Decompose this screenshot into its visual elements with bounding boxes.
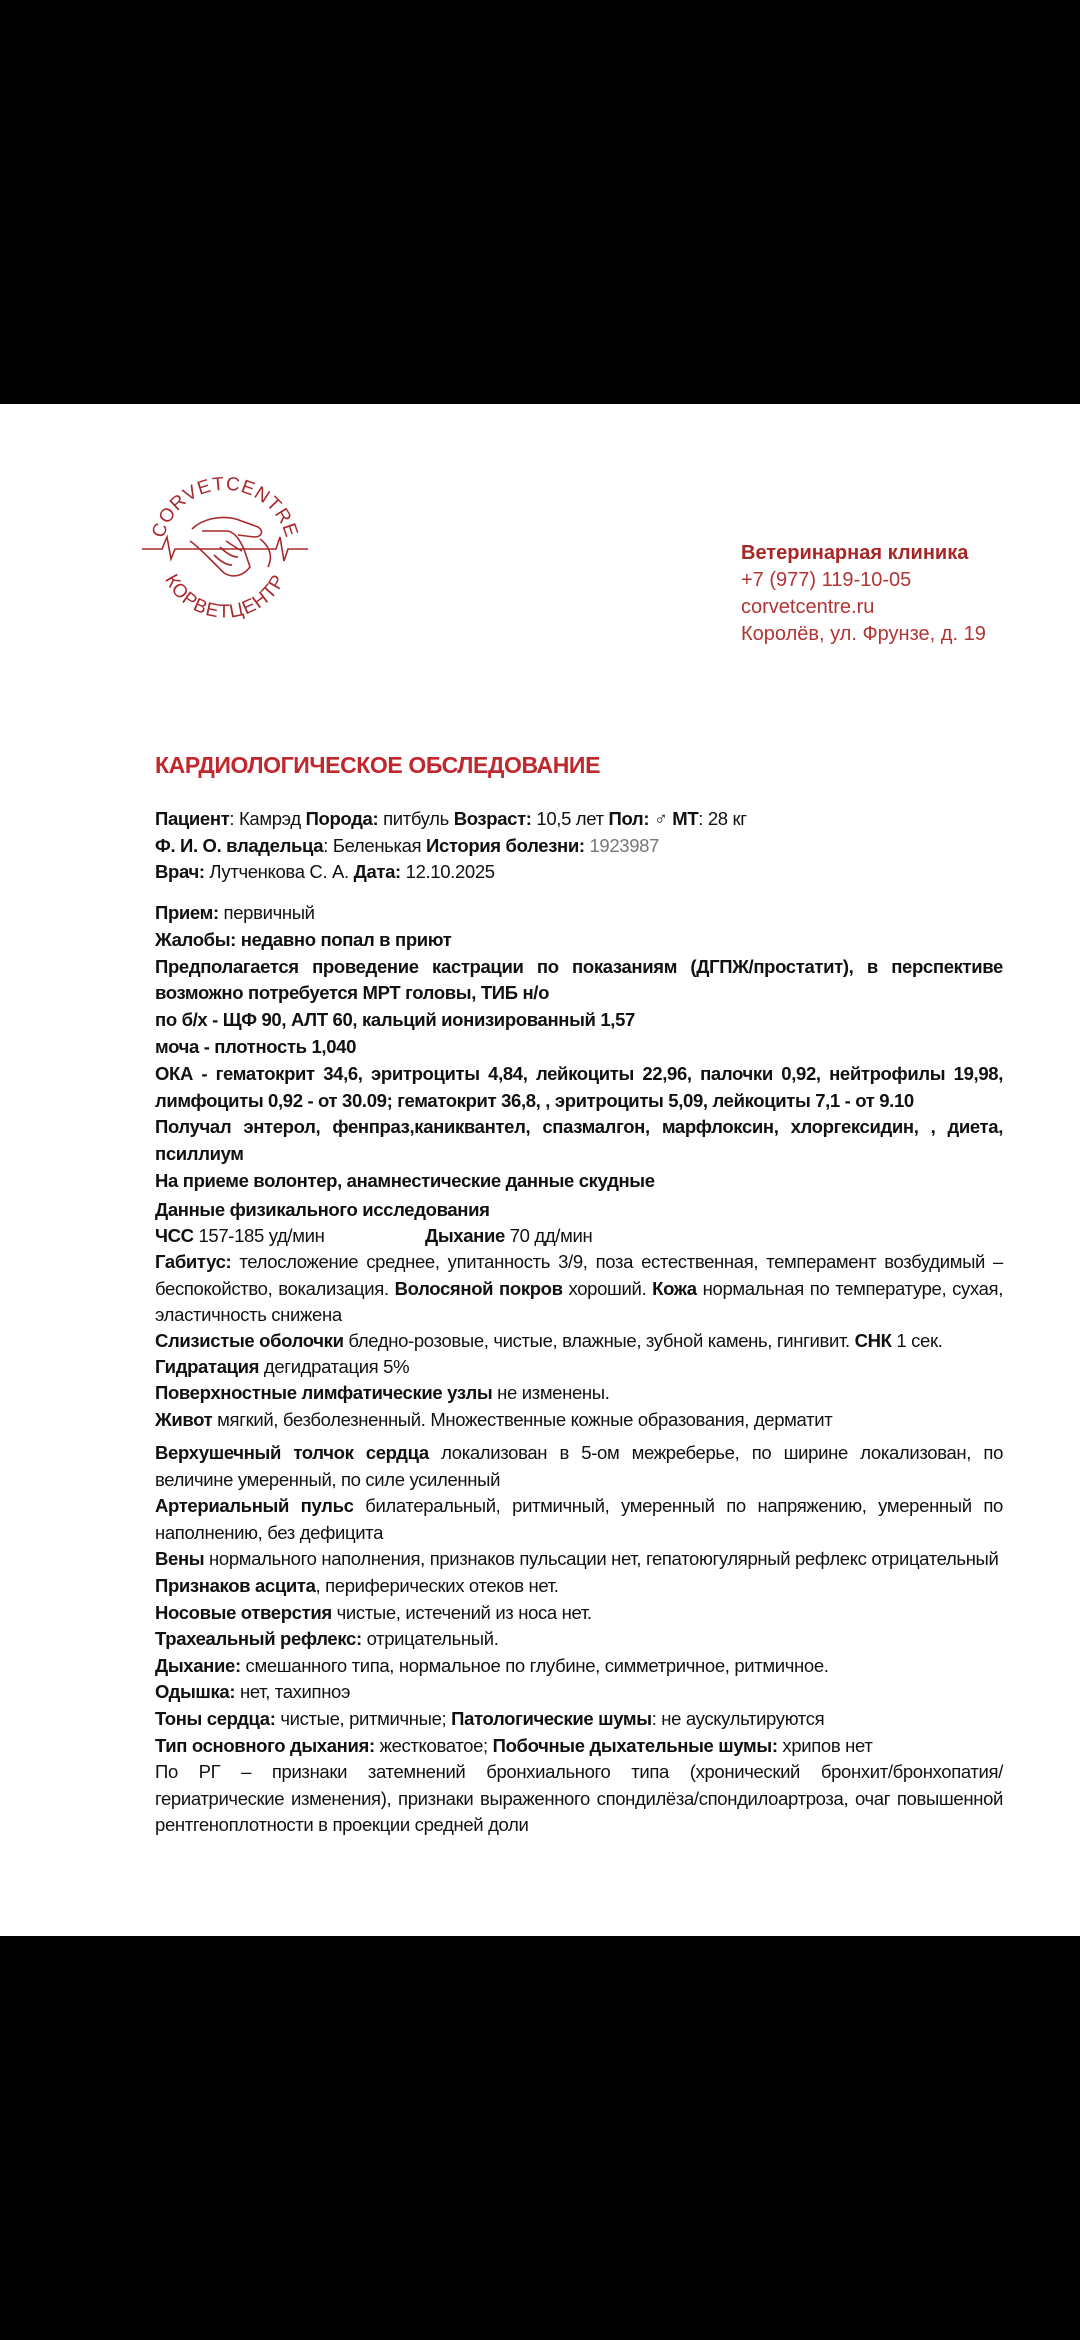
- clinic-title: Ветеринарная клиника: [741, 542, 969, 564]
- field-label: Волосяной покров: [394, 1277, 563, 1299]
- field-value: По РГ – признаки затемнений бронхиального типа (хронический бронхит/бронхопатия/гериатрические изменения), признаки выраженного спондилёза/спондилоартроза, очаг повышенной рентгеноплотности в проекции средней доли: [155, 1761, 1003, 1836]
- logo-bottom-text: КОРВЕТЦЕНТР: [160, 570, 290, 623]
- field-label: Верхушечный толчок сердца: [155, 1442, 429, 1463]
- field-value: : не аускультируются: [651, 1707, 825, 1729]
- field-label: Тоны сердца:: [155, 1707, 276, 1729]
- field-label: Дыхание:: [155, 1654, 241, 1676]
- field-label: Одышка:: [155, 1681, 236, 1703]
- text-line: [155, 833, 1003, 860]
- text-line: [155, 1759, 1003, 1839]
- field-value: чистые, ритмичные;: [275, 1707, 452, 1729]
- logo-top-text: CORVETCENTRE: [148, 473, 302, 541]
- field-value: Лутченкова С. А.: [204, 861, 354, 882]
- field-value: хрипов нет: [777, 1734, 873, 1756]
- field-label: Кожа: [652, 1277, 697, 1299]
- text-line: [155, 1380, 1003, 1406]
- field-label: Патологические шумы: [451, 1707, 652, 1729]
- text-line: [155, 1679, 1003, 1706]
- document-title: КАРДИОЛОГИЧЕСКОЕ ОБСЛЕДОВАНИЕ: [155, 752, 601, 778]
- field-value: смешанного типа, нормальное по глубине, симметричное, ритмичное.: [240, 1654, 829, 1676]
- field-label: Вены: [155, 1548, 205, 1570]
- text-line: [155, 1114, 1003, 1168]
- field-label: Габитус:: [155, 1251, 232, 1273]
- field-value: бледно-розовые, чистые, влажные, зубной камень, гингивит.: [343, 1330, 855, 1352]
- text-line: [155, 1168, 1003, 1195]
- text-line: [155, 1493, 1003, 1546]
- field-value: 12.10.2025: [400, 861, 495, 882]
- text-line: [155, 1440, 1003, 1493]
- clinic-address: Королёв, ул. Фрунзе, д. 19: [741, 623, 986, 645]
- field-value: 1923987: [584, 834, 660, 856]
- ecg-line-icon: [142, 537, 308, 561]
- text-line: [155, 900, 1003, 927]
- text-line: [155, 1600, 1003, 1627]
- text-line: [155, 1733, 1003, 1760]
- field-label: МТ: [672, 808, 699, 829]
- clinic-phone[interactable]: +7 (977) 119-10-05: [741, 569, 912, 591]
- field-value: чистые, истечений из носа нет.: [331, 1601, 592, 1623]
- field-value: локализован в 5-ом межреберье, по ширине локализован, по величине умеренный, по силе усиленный: [155, 1442, 1004, 1490]
- field-label: ОКА - гематокрит 34,6, эритроциты 4,84, лейкоциты 22,96, палочки 0,92, нейтрофилы 19,98, лимфоциты 0,92 - от 30.09; гематокрит 36,8, , эритроциты 5,09, лейкоциты 7,1 - от 9.10: [155, 1062, 1003, 1111]
- text-line: [155, 859, 1003, 886]
- field-label: Слизистые оболочки: [155, 1330, 344, 1352]
- field-label: Порода:: [305, 808, 379, 829]
- field-value: 10,5 лет: [531, 808, 609, 829]
- handshake-icon: [190, 517, 270, 575]
- field-label: Жалобы: недавно попал в приют: [155, 928, 452, 950]
- field-label: Возраст:: [453, 808, 532, 829]
- field-value: мягкий, безболезненный. Множественные кожные образования, дерматит: [212, 1408, 833, 1430]
- field-label: СНК: [854, 1330, 892, 1352]
- field-label: История болезни:: [426, 834, 585, 856]
- field-value: хороший.: [562, 1277, 653, 1299]
- field-value: нормальная по температуре, сухая, эластичность снижена: [155, 1277, 1004, 1325]
- anamnesis-section: [155, 900, 1003, 1195]
- field-value: : Беленькая: [323, 834, 427, 856]
- cardio-exam-section: [155, 1440, 1003, 1839]
- field-label: Признаков асцита: [155, 1574, 316, 1596]
- clinic-contacts: [741, 540, 986, 648]
- text-line: [155, 1653, 1003, 1680]
- field-value: жестковатое;: [374, 1734, 493, 1756]
- text-line: [155, 806, 1003, 833]
- field-label: Прием:: [155, 902, 219, 923]
- text-line: [155, 1061, 1003, 1115]
- field-value: питбуль: [378, 808, 454, 829]
- text-line: [155, 1328, 1003, 1354]
- text-line: [155, 1626, 1003, 1653]
- field-label: Тип основного дыхания:: [155, 1734, 375, 1756]
- text-line: [155, 954, 1003, 1008]
- field-value: 1 сек.: [891, 1330, 943, 1352]
- field-value: дегидратация 5%: [259, 1356, 410, 1378]
- physical-exam-lines: [155, 1249, 1003, 1432]
- field-value: нет, тахипноэ: [235, 1681, 351, 1703]
- field-label: Побочные дыхательные шумы:: [492, 1734, 778, 1756]
- field-label: Артериальный пульс: [155, 1495, 354, 1517]
- field-value: телосложение среднее, упитанность 3/9, поза естественная, темперамент возбудимый – беспокойство, вокализация.: [155, 1251, 1003, 1299]
- field-label: Носовые отверстия: [155, 1601, 332, 1623]
- field-value: отрицательный.: [361, 1628, 499, 1650]
- text-line: [155, 1407, 1003, 1433]
- resp-value: 70 дд/мин: [504, 1225, 593, 1247]
- field-value: ♂: [649, 808, 673, 829]
- field-label: Гидратация: [155, 1356, 260, 1378]
- field-label: Трахеальный рефлекс:: [155, 1628, 362, 1650]
- text-line: [155, 1706, 1003, 1733]
- field-value: билатеральный, ритмичный, умеренный по напряжению, умеренный по наполнению, без дефицита: [155, 1495, 1003, 1543]
- field-label: На приеме волонтер, анамнестические данные скудные: [155, 1169, 655, 1191]
- clinic-logo: [140, 445, 310, 651]
- field-label: Живот: [155, 1408, 213, 1430]
- text-line: [155, 1354, 1003, 1380]
- hr-value: 157-185 уд/мин: [193, 1225, 325, 1247]
- physical-exam-heading: Данные физикального исследования: [155, 1199, 490, 1220]
- field-value: : Камрэд: [229, 808, 306, 829]
- field-value: , периферических отеков нет.: [315, 1574, 559, 1596]
- field-label: Пол:: [608, 808, 650, 829]
- field-label: моча - плотность 1,040: [155, 1035, 357, 1057]
- text-line: [155, 1007, 1003, 1034]
- text-line: [155, 1573, 1003, 1600]
- vitals-line: [155, 1223, 1003, 1249]
- field-label: Предполагается проведение кастрации по показаниям (ДГПЖ/простатит), в перспективе возможно потребуется МРТ головы, ТИБ н/о: [155, 955, 1003, 1004]
- hr-label: ЧСС: [155, 1225, 194, 1247]
- field-value: первичный: [218, 902, 315, 923]
- field-value: : 28 кг: [698, 808, 747, 829]
- field-value: не изменены.: [492, 1382, 610, 1404]
- text-line: [155, 927, 1003, 954]
- field-label: Пациент: [155, 808, 230, 829]
- field-label: по б/х - ЩФ 90, АЛТ 60, кальций ионизированный 1,57: [155, 1009, 635, 1031]
- svg-text:КОРВЕТЦЕНТР: [160, 571, 289, 623]
- field-label: Врач:: [155, 861, 205, 882]
- field-value: нормального наполнения, признаков пульсации нет, гепатоюгулярный рефлекс отрицательный: [204, 1548, 999, 1570]
- patient-info: [155, 806, 1003, 886]
- text-line: [155, 1546, 1003, 1573]
- text-line: [155, 1249, 1003, 1328]
- text-line: [155, 1034, 1003, 1061]
- resp-label: Дыхание: [425, 1225, 505, 1247]
- physical-exam-section: [155, 1197, 1003, 1433]
- field-label: Получал энтерол, фенпраз,каниквантел, спазмалгон, марфлоксин, хлоргексидин, , диета, псиллиум: [155, 1116, 1003, 1165]
- field-label: Поверхностные лимфатические узлы: [155, 1382, 493, 1404]
- field-label: Ф. И. О. владельца: [155, 834, 324, 856]
- clinic-website[interactable]: corvetcentre.ru: [741, 596, 875, 618]
- field-label: Дата:: [353, 861, 401, 882]
